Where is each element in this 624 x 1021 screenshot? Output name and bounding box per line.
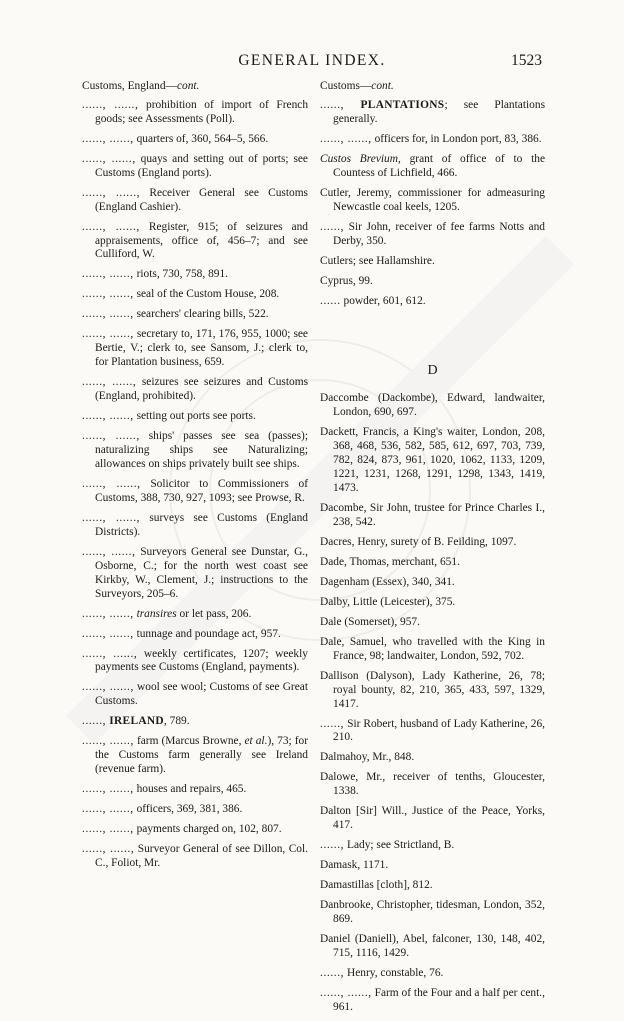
entry-italic-tail: cont. [176, 80, 200, 92]
entry-dots: ......, ......, [82, 132, 134, 145]
entry-text: Cutler, Jeremy, commissioner for admeasuring Newcastle coal keels, 1205. [320, 186, 545, 213]
index-entry [82, 803, 308, 817]
entry-dots: ......, [320, 717, 345, 730]
index-entry [82, 512, 308, 540]
index-entry [82, 288, 308, 302]
entry-text: Cutlers; see Hallamshire. [320, 254, 435, 267]
entry-dots: ...... [320, 294, 341, 307]
entry-dots: ......, ......, [82, 647, 138, 660]
section-letter: D [427, 363, 438, 379]
entry-dots: ......, ......, [82, 627, 134, 640]
entry-dots: ......, ......, [82, 268, 134, 281]
entry-dots: ......, [320, 839, 345, 852]
entry-dots: ......, ......, [82, 607, 134, 620]
entry-text: Dalowe, Mr., receiver of tenths, Gloucester, 1338. [320, 771, 545, 798]
entry-text: prohibition of import of French goods; see Assessments (Poll). [95, 98, 309, 125]
entry-text: Danbrooke, Christopher, tidesman, London, 352, 869. [320, 899, 545, 926]
entry-text: setting out ports see ports. [133, 410, 256, 423]
entry-dots: ......, ......, [82, 376, 137, 389]
index-entry [82, 308, 308, 322]
entry-text: Farm of the Four and a half per cent., 961. [333, 987, 545, 1013]
entry-dots: ......, ......, [82, 308, 134, 321]
index-entry [320, 576, 545, 590]
entry-text: Dackett, Francis, a King's waiter, London, 208, 368, 468, 536, 582, 585, 612, 697, 703, 739, 782, 824, 873, 961, 1020, 1062, 1133, 1209, 1221, 1231, 1268, 1291, 1298, 1343, 1419, 1473. [320, 426, 545, 494]
entry-dots: ......, ......, [82, 803, 134, 816]
entry-text: Sir John, receiver of fee farms Notts and Derby, 350. [333, 220, 545, 247]
entry-text: Receiver General see Customs (England Cashier). [95, 186, 308, 213]
entry-text: Cyprus, 99. [320, 274, 373, 287]
index-heading [82, 80, 308, 94]
index-entry [82, 268, 308, 282]
index-column-left [82, 80, 308, 877]
entry-text: Register, 915; of seizures and appraisements, office of, 456–7; and see Culliford, W. [95, 220, 308, 261]
index-entry [320, 255, 545, 269]
index-entry [320, 616, 545, 630]
index-entry [82, 410, 308, 424]
entry-text: powder, 601, 612. [340, 294, 426, 307]
entry-text: Surveyor General of see Dillon, Col. C., Foliot, Mr. [95, 843, 309, 870]
entry-text: ships' passes see sea (passes); naturalizing ships see Naturalizing; allowances on ships privately built see ships. [95, 430, 309, 470]
entry-text: Dale, Samuel, who travelled with the King in France, 98; landwaiter, London, 592, 702. [320, 635, 545, 662]
index-heading [320, 80, 545, 94]
index-entry [320, 839, 545, 853]
index-entry [82, 681, 308, 709]
index-entry [320, 967, 545, 981]
page-number: 1523 [511, 52, 542, 69]
entry-text: officers, 369, 381, 386. [133, 803, 243, 816]
index-entry [82, 133, 308, 147]
entry-italic-lead: Custos Brevium [320, 152, 398, 165]
entry-text: houses and repairs, 465. [133, 783, 247, 796]
entry-text: Dallison (Dalyson), Lady Katherine, 26, 78; royal bounty, 82, 210, 365, 433, 597, 1329, 1417. [320, 669, 545, 710]
index-entry [320, 392, 545, 420]
index-entry [82, 648, 308, 676]
index-entry [320, 187, 545, 215]
entry-text: Henry, constable, 76. [344, 967, 444, 980]
entry-text: farm (Marcus Browne, [133, 735, 245, 748]
index-column-right [320, 80, 545, 1021]
index-entry [320, 805, 545, 833]
index-entry [82, 546, 308, 602]
entry-dots: ......, [320, 98, 345, 111]
entry-text: Dagenham (Essex), 340, 341. [320, 575, 455, 588]
entry-dots: ......, [320, 967, 345, 980]
index-entry [320, 426, 545, 496]
index-entry [320, 275, 545, 289]
entry-text: Surveyors General see Dunstar, G., Osborne, C.; for the north west coast see Kirkby, W., Clement, J.; instructions to the Surveyors, 205–6. [95, 545, 308, 600]
entry-dots: ......, ......, [82, 681, 134, 694]
index-entry [82, 843, 308, 871]
index-entry [82, 187, 308, 215]
entry-text: Dale (Somerset), 957. [320, 615, 420, 628]
entry-text: weekly certificates, 1207; weekly payments see Customs (England, payments). [95, 647, 308, 674]
entry-text: Customs— [320, 80, 372, 92]
index-entry [82, 628, 308, 642]
entry-text: Dade, Thomas, merchant, 651. [320, 555, 460, 568]
index-entry [82, 715, 308, 729]
entry-text: officers for, in London port, 83, 386. [371, 132, 542, 145]
entry-dots: ......, [82, 715, 107, 728]
entry-text: wool see wool; Customs of see Great Customs. [95, 681, 308, 708]
index-entry [320, 933, 545, 961]
entry-dots: ......, ......, [82, 430, 140, 443]
entry-text: Dalton [Sir] Will., Justice of the Peace, Yorks, 417. [320, 805, 545, 832]
entry-dots: ......, ......, [82, 823, 134, 836]
index-entry [320, 133, 545, 147]
entry-text: Dalby, Little (Leicester), 375. [320, 595, 456, 608]
entry-text: Daniel (Daniell), Abel, falconer, 130, 148, 402, 715, 1116, 1429. [320, 933, 545, 960]
index-entry [82, 376, 308, 404]
index-entry [320, 556, 545, 570]
entry-text: , grant of office of to the Countess of Lichfield, 466. [333, 152, 545, 179]
entry-text: quays and setting out of ports; see Customs (England ports). [95, 152, 308, 179]
entry-text: Daccombe (Dackombe), Edward, landwaiter, London, 690, 697. [320, 392, 545, 419]
entry-text: Damastillas [cloth], 812. [320, 879, 433, 892]
entry-text: Dalmahoy, Mr., 848. [320, 751, 415, 764]
entry-text: surveys see Customs (England Districts). [95, 511, 309, 538]
index-entry [82, 735, 308, 777]
entry-text: Damask, 1171. [320, 859, 389, 872]
entry-dots: ......, ......, [82, 735, 134, 748]
entry-text: riots, 730, 758, 891. [133, 268, 229, 281]
index-entry [320, 859, 545, 873]
entry-text: ; see Plantations generally. [333, 98, 546, 125]
index-entry [320, 502, 545, 530]
entry-text: Customs, England— [82, 80, 177, 92]
entry-dots: ......, ......, [82, 98, 139, 111]
entry-subheading: IRELAND [106, 715, 164, 728]
entry-text: payments charged on, 102, 807. [133, 823, 282, 836]
index-entry [82, 823, 308, 837]
index-entry [320, 596, 545, 610]
index-entry [320, 879, 545, 893]
index-entry [320, 751, 545, 765]
index-entry [82, 153, 308, 181]
entry-text: ), 73; for the Customs farm generally see Ireland (revenue farm). [95, 735, 308, 776]
index-entry [82, 99, 308, 127]
entry-dots: ......, ......, [82, 152, 136, 165]
entry-dots: ......, [320, 220, 345, 233]
entry-text: tunnage and poundage act, 957. [133, 627, 281, 640]
entry-text: or let pass, 206. [176, 607, 252, 620]
entry-text: secretary to, 171, 176, 955, 1000; see Bertie, V.; clerk to, see Sansom, J.; clerk to, for Plantation business, 659. [95, 328, 308, 369]
entry-text: Dacombe, Sir John, trustee for Prince Charles I., 238, 542. [320, 501, 545, 528]
entry-text: quarters of, 360, 564–5, 566. [133, 132, 269, 145]
entry-text: , 789. [163, 715, 190, 728]
index-entry [320, 153, 545, 181]
entry-dots: ......, ......, [320, 987, 372, 1000]
index-entry [320, 718, 545, 746]
entry-text: searchers' clearing bills, 522. [133, 308, 269, 321]
index-entry [82, 783, 308, 797]
entry-text: Dacres, Henry, surety of B. Feilding, 1097. [320, 535, 517, 548]
index-entry [82, 608, 308, 622]
entry-text: seizures see seizures and Customs (England, prohibited). [95, 376, 309, 403]
index-entry [82, 328, 308, 370]
entry-text: Lady; see Strictland, B. [344, 839, 455, 852]
entry-dots: ......, ......, [82, 511, 141, 524]
entry-dots: ......, ......, [82, 328, 134, 341]
index-entry [320, 295, 545, 309]
index-entry [320, 670, 545, 712]
index-entry [82, 430, 308, 472]
running-title: GENERAL INDEX. [238, 52, 386, 69]
index-entry [320, 221, 545, 249]
entry-dots: ......, ......, [82, 545, 136, 558]
index-entry [320, 536, 545, 550]
entry-text: seal of the Custom House, 208. [133, 288, 280, 301]
entry-dots: ......, ......, [320, 132, 372, 145]
entry-text: Sir Robert, husband of Lady Katherine, 26, 210. [333, 717, 545, 744]
entry-italic-tail: cont. [371, 80, 394, 92]
index-entry [320, 899, 545, 927]
entry-italic-term: transires [133, 607, 177, 620]
entry-italic-term: et al. [244, 735, 268, 748]
entry-subheading: PLANTATIONS [344, 98, 445, 111]
entry-dots: ......, ......, [82, 288, 134, 301]
entry-dots: ......, ......, [82, 410, 134, 423]
index-entry [320, 99, 545, 127]
entry-dots: ......, ......, [82, 186, 141, 199]
index-entry [82, 478, 308, 506]
index-entry [320, 636, 545, 664]
entry-text: Solicitor to Commissioners of Customs, 388, 730, 927, 1093; see Prowse, R. [95, 477, 308, 504]
entry-dots: ......, ......, [82, 783, 134, 796]
index-entry [320, 771, 545, 799]
index-entry [82, 221, 308, 263]
index-entry [320, 987, 545, 1015]
entry-dots: ......, ......, [82, 843, 135, 856]
entry-dots: ......, ......, [82, 477, 141, 490]
page-header [0, 52, 624, 76]
entry-dots: ......, ......, [82, 220, 140, 233]
